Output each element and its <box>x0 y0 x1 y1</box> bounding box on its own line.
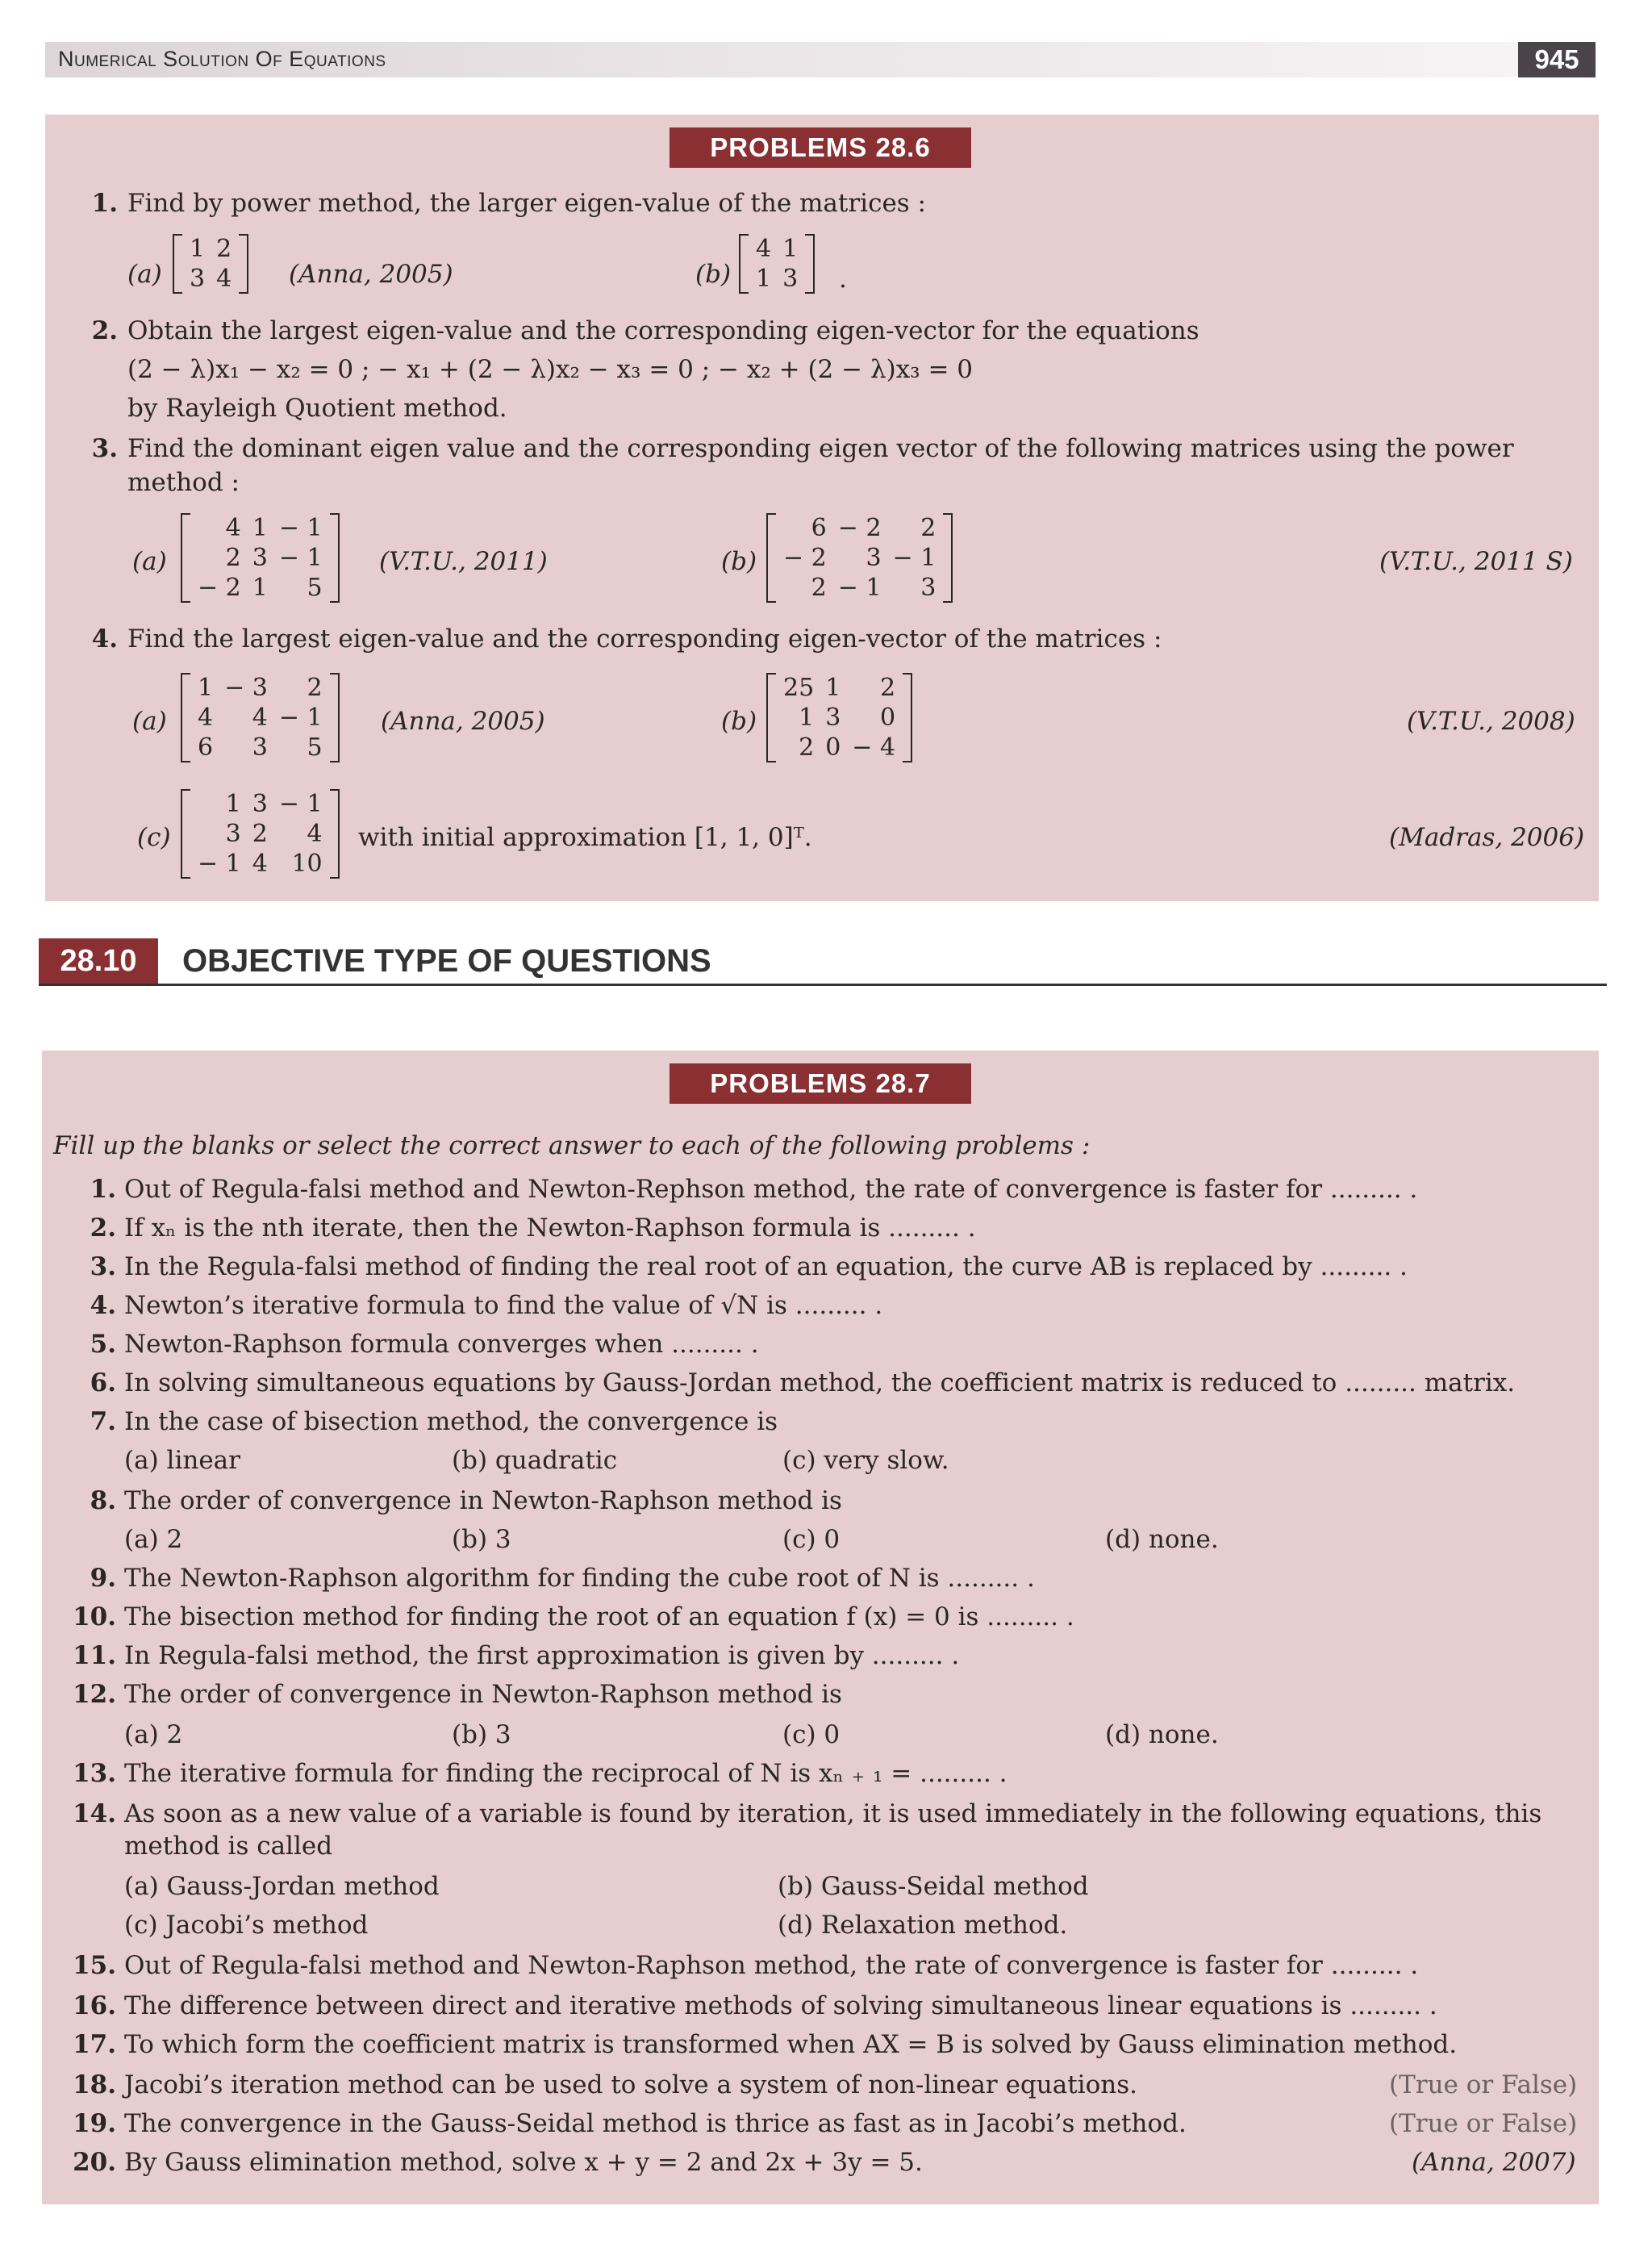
matrix-row <box>778 673 901 703</box>
matrix-cell: − 1 <box>278 790 323 818</box>
matrix-cell: − 1 <box>278 514 323 542</box>
p2-q7-text: In the case of bisection method, the convergence is <box>124 1407 778 1436</box>
problems-28-6-badge: PROBLEMS 28.6 <box>670 127 971 168</box>
p2-q14-option: (c) Jacobi’s method <box>124 1911 369 1940</box>
q4-cite-a: (Anna, 2005) <box>381 707 545 736</box>
q1-cite-a: (Anna, 2005) <box>289 260 453 289</box>
matrix-right-bracket <box>330 789 340 879</box>
matrix-cell: 25 <box>783 674 815 702</box>
matrix-cell: 4 <box>252 850 268 878</box>
p2-q12-text: The order of convergence in Newton-Raphson method is <box>124 1680 842 1709</box>
p2-q16-text: The difference between direct and iterative methods of solving simultaneous linear equations is ......... . <box>124 1991 1437 2020</box>
p2-q1-text: Out of Regula-falsi method and Newton-Rephson method, the rate of convergence is faster for ......... . <box>124 1175 1418 1204</box>
p2-q17-text: To which form the coefficient matrix is transformed when AX = B is solved by Gauss elimination method. <box>124 2030 1458 2059</box>
p2-q3-number: 3. <box>90 1252 116 1281</box>
p2-q10-text: The bisection method for finding the root of an equation f (x) = 0 is ......... . <box>124 1602 1074 1631</box>
p2-q20-number: 20. <box>73 2148 116 2177</box>
matrix-4b <box>766 673 912 762</box>
matrix-cell: 1 <box>225 790 241 818</box>
q1-number: 1. <box>91 189 118 218</box>
matrix-cell: − 1 <box>198 850 241 878</box>
matrix-left-bracket <box>181 789 190 879</box>
problems-28-7-badge: PROBLEMS 28.7 <box>670 1063 971 1104</box>
p2-q14-line2: method is called <box>124 1832 333 1861</box>
p2-q2-text: If xₙ is the nth iterate, then the Newton-Raphson formula is ......... . <box>124 1214 976 1243</box>
p2-q8-option: (a) 2 <box>124 1525 183 1554</box>
p2-q12-option: (c) 0 <box>782 1720 841 1749</box>
q2-number: 2. <box>91 316 118 345</box>
matrix-cell: 3 <box>252 790 268 818</box>
p2-q14-option: (d) Relaxation method. <box>778 1911 1068 1940</box>
matrix-cell: 4 <box>756 235 772 263</box>
matrix-cell: 10 <box>291 850 323 878</box>
matrix-left-bracket <box>739 234 749 294</box>
p2-q8-number: 8. <box>90 1486 116 1515</box>
matrix-4c <box>181 789 340 879</box>
q4-cite-b: (V.T.U., 2008) <box>1407 707 1575 736</box>
matrix-cell: 1 <box>756 265 772 293</box>
matrix-left-bracket <box>181 673 190 762</box>
matrix-cell: 1 <box>190 235 206 263</box>
matrix-cell: 3 <box>252 733 268 762</box>
matrix-row <box>778 543 941 573</box>
q4-c-text: with initial approximation [1, 1, 0]ᵀ. <box>358 823 812 852</box>
matrix-row <box>192 849 328 879</box>
matrix-grid <box>778 673 901 762</box>
matrix-cell: 2 <box>799 733 815 762</box>
section-number: 28.10 <box>39 938 158 984</box>
matrix-row <box>192 673 328 703</box>
matrix-cell: 1 <box>799 704 815 732</box>
p2-q12-option: (b) 3 <box>452 1720 511 1749</box>
matrix-cell: − 3 <box>224 674 268 702</box>
matrix-left-bracket <box>766 673 776 762</box>
matrix-cell: − 2 <box>837 514 882 542</box>
q3-cite-b: (V.T.U., 2011 S) <box>1379 547 1573 576</box>
q1-text: Find by power method, the larger eigen-value of the matrices : <box>127 189 927 218</box>
matrix-row <box>192 703 328 733</box>
p2-q20-cite: (Anna, 2007) <box>1412 2148 1576 2177</box>
p2-q12-option: (d) none. <box>1105 1720 1219 1749</box>
matrix-cell: 2 <box>307 674 323 702</box>
matrix-cell: 5 <box>307 574 323 602</box>
matrix-cell: 1 <box>782 235 799 263</box>
q3-label-b: (b) <box>721 547 757 576</box>
q1-label-b: (b) <box>695 260 732 289</box>
matrix-cell: 4 <box>216 265 232 293</box>
matrix-right-bracket <box>943 513 953 603</box>
p2-q19-text: The convergence in the Gauss-Seidal method is thrice as fast as in Jacobi’s method. <box>124 2109 1187 2138</box>
matrix-row <box>184 264 237 294</box>
p2-q18-text: Jacobi’s iteration method can be used to solve a system of non-linear equations. <box>124 2070 1137 2099</box>
matrix-cell: − 1 <box>837 574 882 602</box>
p2-q14-option: (b) Gauss-Seidal method <box>778 1872 1089 1901</box>
p2-q20-text: By Gauss elimination method, solve x + y = 2 and 2x + 3y = 5. <box>124 2148 923 2177</box>
matrix-grid <box>750 234 803 294</box>
p2-q15-number: 15. <box>73 1951 116 1980</box>
matrix-row <box>192 543 328 573</box>
p2-q9-text: The Newton-Raphson algorithm for finding the cube root of N is ......... . <box>124 1564 1035 1593</box>
p2-q7-option: (b) quadratic <box>452 1446 618 1475</box>
running-header <box>45 42 1518 77</box>
q1-end-period: . <box>839 265 847 294</box>
q3-cite-a: (V.T.U., 2011) <box>379 547 548 576</box>
p2-q8-text: The order of convergence in Newton-Raphson method is <box>124 1486 842 1515</box>
p2-q8-option: (d) none. <box>1105 1525 1219 1554</box>
matrix-cell: − 2 <box>783 544 827 572</box>
p2-q7-option: (a) linear <box>124 1446 240 1475</box>
q4-label-c: (c) <box>137 823 171 852</box>
p2-q7-option: (c) very slow. <box>782 1446 949 1475</box>
matrix-cell: 4 <box>252 704 268 732</box>
matrix-grid <box>778 513 941 603</box>
q3-label-a: (a) <box>132 547 167 576</box>
matrix-right-bracket <box>805 234 815 294</box>
p2-q11-number: 11. <box>73 1641 116 1670</box>
matrix-cell: 3 <box>782 265 799 293</box>
matrix-cell: 3 <box>252 544 268 572</box>
p2-q19-true-false: (True or False) <box>1389 2109 1578 2138</box>
matrix-row <box>750 234 803 264</box>
p2-q12-option: (a) 2 <box>124 1720 183 1749</box>
matrix-4a <box>181 673 340 762</box>
matrix-grid <box>192 513 328 603</box>
matrix-row <box>778 703 901 733</box>
matrix-left-bracket <box>766 513 776 603</box>
section-title: OBJECTIVE TYPE OF QUESTIONS <box>182 943 711 979</box>
p2-q11-text: In Regula-falsi method, the first approximation is given by ......... . <box>124 1641 960 1670</box>
p2-q17-number: 17. <box>73 2030 116 2059</box>
matrix-cell: 2 <box>811 574 827 602</box>
matrix-row <box>184 234 237 264</box>
matrix-cell: 4 <box>198 704 214 732</box>
matrix-cell: 2 <box>252 820 268 848</box>
q3-number: 3. <box>91 434 118 463</box>
p2-q2-number: 2. <box>90 1214 116 1243</box>
matrix-cell: 0 <box>825 733 841 762</box>
p2-q18-true-false: (True or False) <box>1389 2070 1578 2099</box>
q2-equations: (2 − λ)x₁ − x₂ = 0 ; − x₁ + (2 − λ)x₂ − x₃ = 0 ; − x₂ + (2 − λ)x₃ = 0 <box>127 355 974 384</box>
q4-label-a: (a) <box>132 707 167 736</box>
q4-cite-c: (Madras, 2006) <box>1389 823 1585 852</box>
section-rule <box>39 984 1607 986</box>
q4-text: Find the largest eigen-value and the corresponding eigen-vector of the matrices : <box>127 625 1162 654</box>
matrix-1b <box>739 234 815 294</box>
p2-q8-option: (b) 3 <box>452 1525 511 1554</box>
matrix-grid <box>192 673 328 762</box>
matrix-cell: 0 <box>879 704 896 732</box>
matrix-cell: 4 <box>307 820 323 848</box>
p2-q7-number: 7. <box>90 1407 116 1436</box>
p2-q15-text: Out of Regula-falsi method and Newton-Raphson method, the rate of convergence is faster for ......... . <box>124 1951 1419 1980</box>
p2-q5-text: Newton-Raphson formula converges when ......... . <box>124 1330 759 1359</box>
matrix-cell: 3 <box>225 820 241 848</box>
p2-intro: Fill up the blanks or select the correct answer to each of the following problems : <box>53 1131 1091 1160</box>
matrix-right-bracket <box>330 673 340 762</box>
matrix-cell: 1 <box>825 674 841 702</box>
matrix-cell: 3 <box>866 544 882 572</box>
matrix-cell: 3 <box>190 265 206 293</box>
p2-q13-text: The iterative formula for finding the reciprocal of N is xₙ ₊ ₁ = ......... . <box>124 1759 1007 1788</box>
p2-q4-number: 4. <box>90 1291 116 1320</box>
p2-q12-number: 12. <box>73 1680 116 1709</box>
matrix-cell: 1 <box>198 674 214 702</box>
matrix-cell: 6 <box>811 514 827 542</box>
matrix-cell: 2 <box>225 544 241 572</box>
problems-28-6-box <box>45 115 1599 901</box>
matrix-right-bracket <box>330 513 340 603</box>
matrix-1a <box>173 234 248 294</box>
matrix-row <box>192 573 328 603</box>
matrix-left-bracket <box>173 234 182 294</box>
q1-label-a: (a) <box>127 260 162 289</box>
matrix-grid <box>192 789 328 879</box>
p2-q9-number: 9. <box>90 1564 116 1593</box>
p2-q14-number: 14. <box>73 1799 116 1828</box>
matrix-cell: 2 <box>216 235 232 263</box>
p2-q19-number: 19. <box>73 2109 116 2138</box>
matrix-3b <box>766 513 953 603</box>
matrix-cell: − 4 <box>852 733 896 762</box>
p2-q16-number: 16. <box>73 1991 116 2020</box>
p2-q4-text: Newton’s iterative formula to find the value of √N is ......... . <box>124 1291 883 1320</box>
matrix-cell: − 1 <box>278 544 323 572</box>
matrix-row <box>778 733 901 762</box>
matrix-cell: 2 <box>920 514 937 542</box>
q4-number: 4. <box>91 625 118 654</box>
p2-q8-option: (c) 0 <box>782 1525 841 1554</box>
matrix-row <box>778 513 941 543</box>
p2-q14-option: (a) Gauss-Jordan method <box>124 1872 440 1901</box>
chapter-title: Numerical Solution Of Equations <box>58 47 386 71</box>
matrix-row <box>192 513 328 543</box>
matrix-row <box>778 573 941 603</box>
p2-q6-text: In solving simultaneous equations by Gauss-Jordan method, the coefficient matrix is reduced to ......... matrix. <box>124 1368 1516 1397</box>
p2-q10-number: 10. <box>73 1602 116 1631</box>
matrix-cell: 1 <box>252 514 268 542</box>
p2-q6-number: 6. <box>90 1368 116 1397</box>
q4-label-b: (b) <box>721 707 757 736</box>
matrix-3a <box>181 513 340 603</box>
q2-line3: by Rayleigh Quotient method. <box>127 394 507 423</box>
page-number: 945 <box>1518 42 1596 77</box>
q2-line1: Obtain the largest eigen-value and the corresponding eigen-vector for the equations <box>127 316 1199 345</box>
q3-line2: method : <box>127 468 240 497</box>
matrix-cell: − 2 <box>198 574 241 602</box>
p2-q18-number: 18. <box>73 2070 116 2099</box>
p2-q13-number: 13. <box>73 1759 116 1788</box>
matrix-cell: 5 <box>307 733 323 762</box>
p2-q1-number: 1. <box>90 1175 116 1204</box>
matrix-row <box>750 264 803 294</box>
p2-q3-text: In the Regula-falsi method of finding the real root of an equation, the curve AB is replaced by ......... . <box>124 1252 1408 1281</box>
matrix-right-bracket <box>903 673 912 762</box>
matrix-row <box>192 819 328 849</box>
matrix-cell: 3 <box>920 574 937 602</box>
matrix-row <box>192 789 328 819</box>
matrix-row <box>192 733 328 762</box>
matrix-cell: 4 <box>225 514 241 542</box>
p2-q5-number: 5. <box>90 1330 116 1359</box>
matrix-cell: − 1 <box>892 544 937 572</box>
p2-q14-line1: As soon as a new value of a variable is found by iteration, it is used immediately in the following equations, this <box>124 1799 1542 1828</box>
matrix-grid <box>184 234 237 294</box>
matrix-cell: 6 <box>198 733 214 762</box>
matrix-cell: 2 <box>879 674 896 702</box>
matrix-cell: − 1 <box>278 704 323 732</box>
matrix-cell: 3 <box>825 704 841 732</box>
matrix-right-bracket <box>239 234 248 294</box>
matrix-cell: 1 <box>252 574 268 602</box>
q3-line1: Find the dominant eigen value and the corresponding eigen vector of the following matrices using the power <box>127 434 1514 463</box>
matrix-left-bracket <box>181 513 190 603</box>
